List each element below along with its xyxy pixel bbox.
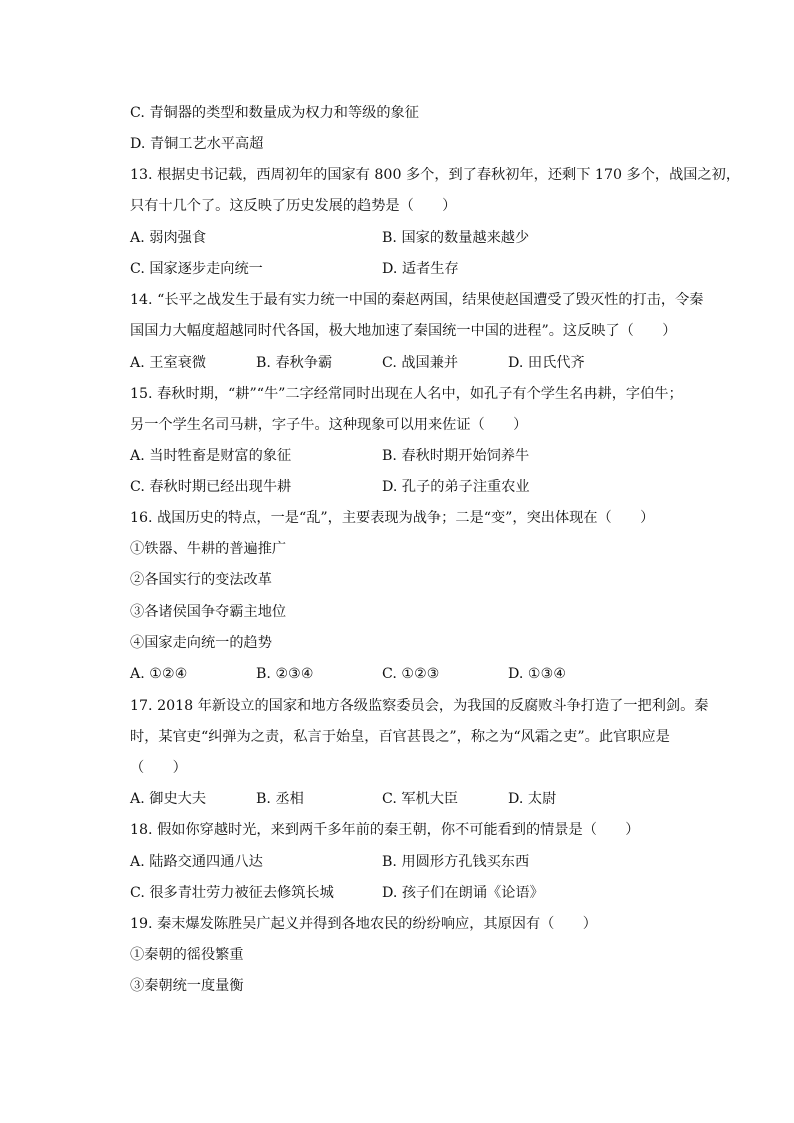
q17-stem-line-2: 时，某官吏“纠弹为之责，私言于始皇，百官甚畏之”，称之为“风霜之吏”。此官职应是 — [130, 729, 670, 745]
q19-stem: 19. 秦末爆发陈胜吴广起义并得到各地农民的纷纷响应，其原因有（ ） — [130, 916, 597, 932]
q16-item-3: ③各诸侯国争夺霸主地位 — [130, 604, 287, 620]
q13-options-row-2 — [130, 259, 670, 279]
q15-option-c: C. 春秋时期已经出现牛耕 — [130, 479, 292, 495]
q15-stem-line-1: 15. 春秋时期，“耕”“牛”二字经常同时出现在人名中，如孔子有个学生名冉耕，字伯牛； — [130, 386, 683, 402]
q18-option-c: C. 很多青壮劳力被征去修筑长城 — [130, 885, 334, 901]
q17-options — [130, 789, 670, 809]
q13-stem-line-2: 只有十几个了。这反映了历史发展的趋势是（ ） — [130, 198, 457, 214]
q14-option-a: A. 王室衰微 — [130, 355, 207, 371]
q17-stem-line-1: 17. 2018 年新设立的国家和地方各级监察委员会，为我国的反腐败斗争打造了一把利剑。秦 — [130, 698, 709, 714]
q19-item-1: ①秦朝的徭役繁重 — [130, 947, 244, 963]
q16-options — [130, 664, 670, 684]
q13-option-a: A. 弱肉强食 — [130, 230, 207, 246]
q14-option-d: D. 田氏代齐 — [508, 355, 585, 371]
q14-stem-line-2: 国国力大幅度超越同时代各国，极大地加速了秦国统一中国的进程”。这反映了（ ） — [130, 323, 677, 339]
q13-option-c: C. 国家逐步走向统一 — [130, 261, 263, 277]
q15-options-row-2 — [130, 477, 670, 497]
q15-option-d: D. 孔子的弟子注重农业 — [382, 479, 530, 495]
q16-stem: 16. 战国历史的特点，一是“乱”，主要表现为战争；二是“变”，突出体现在（ ） — [130, 510, 655, 526]
q13-option-b: B. 国家的数量越来越少 — [382, 230, 530, 246]
q19-item-3: ③秦朝统一度量衡 — [130, 978, 244, 994]
q17-option-c: C. 军机大臣 — [382, 791, 459, 807]
q16-option-c: C. ①②③ — [382, 666, 440, 682]
q15-option-b: B. 春秋时期开始饲养牛 — [382, 448, 530, 464]
q15-stem-line-2: 另一个学生名司马耕，字子牛。这种现象可以用来佐证（ ） — [130, 417, 528, 433]
q16-item-4: ④国家走向统一的趋势 — [130, 635, 272, 651]
q14-option-c: C. 战国兼并 — [382, 355, 459, 371]
q14-options — [130, 353, 670, 373]
q17-option-b: B. 丞相 — [256, 791, 304, 807]
q17-option-d: D. 太尉 — [508, 791, 557, 807]
q12-option-c: C. 青铜器的类型和数量成为权力和等级的象征 — [130, 105, 419, 121]
q12-option-d: D. 青铜工艺水平高超 — [130, 136, 264, 152]
q15-option-a: A. 当时牲畜是财富的象征 — [130, 448, 292, 464]
q15-options-row-1 — [130, 446, 670, 466]
q18-options-row-2 — [130, 883, 670, 903]
q17-option-a: A. 御史大夫 — [130, 791, 207, 807]
q16-option-d: D. ①③④ — [508, 666, 567, 682]
q18-stem: 18. 假如你穿越时光，来到两千多年前的秦王朝，你不可能看到的情景是（ ） — [130, 822, 640, 838]
q17-stem-line-3: （ ） — [130, 760, 187, 776]
q13-option-d: D. 适者生存 — [382, 261, 459, 277]
q18-option-d: D. 孩子们在朗诵《论语》 — [382, 885, 544, 901]
q16-option-a: A. ①②④ — [130, 666, 188, 682]
q13-options-row-1 — [130, 228, 670, 248]
q14-option-b: B. 春秋争霸 — [256, 355, 333, 371]
q14-stem-line-1: 14. “长平之战发生于最有实力统一中国的秦赵两国，结果使赵国遭受了毁灭性的打击，令秦 — [130, 292, 704, 308]
q18-options-row-1 — [130, 852, 670, 872]
q16-item-1: ①铁器、牛耕的普遍推广 — [130, 541, 287, 557]
q13-stem-line-1: 13. 根据史书记载，西周初年的国家有 800 多个，到了春秋初年，还剩下 170 多个，战国之初， — [130, 167, 741, 183]
q18-option-a: A. 陆路交通四通八达 — [130, 854, 263, 870]
q16-item-2: ②各国实行的变法改革 — [130, 572, 272, 588]
q16-option-b: B. ②③④ — [256, 666, 314, 682]
q18-option-b: B. 用圆形方孔钱买东西 — [382, 854, 530, 870]
